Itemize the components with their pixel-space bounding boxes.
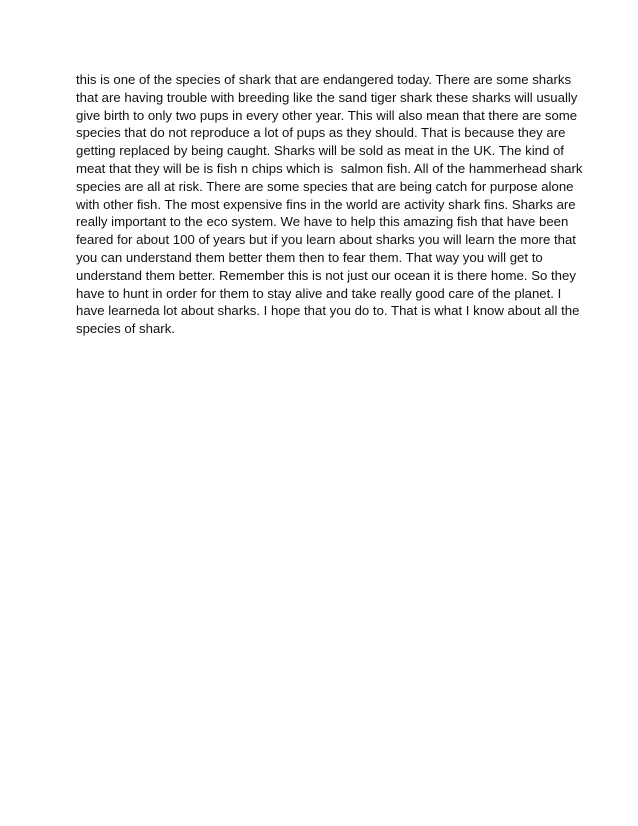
paragraph-line: that are having trouble with breeding like the sand tiger shark these sharks will usually xyxy=(76,89,578,105)
paragraph-line: with other fish. The most expensive fins in the world are activity shark fins. Sharks are xyxy=(76,196,576,212)
paragraph-line: have learneda lot about sharks. I hope that you do to. That is what I know about all the xyxy=(76,303,580,319)
paragraph-line: really important to the eco system. We have to help this amazing fish that have been xyxy=(76,214,569,230)
paragraph-line: have to hunt in order for them to stay alive and take really good care of the planet. I xyxy=(76,285,562,301)
paragraph-line: understand them better. Remember this is not just our ocean it is there home. So they xyxy=(76,267,576,283)
paragraph-line: species are all at risk. There are some species that are being catch for purpose alone xyxy=(76,178,574,194)
paragraph-line: feared for about 100 of years but if you learn about sharks you will learn the more that xyxy=(76,232,576,248)
paragraph-line: you can understand them better them then to fear them. That way you will get to xyxy=(76,249,543,265)
paragraph-line: this is one of the species of shark that are endangered today. There are some sharks xyxy=(76,72,572,87)
paragraph-line: getting replaced by being caught. Sharks will be sold as meat in the UK. The kind of xyxy=(76,143,564,159)
paragraph-line: species of shark. xyxy=(76,321,175,337)
paragraph-line: meat that they will be is fish n chips which is salmon fish. All of the hammerhead shark xyxy=(76,160,583,176)
paragraph-line: species that do not reproduce a lot of pups as they should. That is because they are xyxy=(76,125,566,141)
paragraph-line: give birth to only two pups in every other year. This will also mean that there are some xyxy=(76,107,578,123)
body-paragraph xyxy=(76,71,583,338)
